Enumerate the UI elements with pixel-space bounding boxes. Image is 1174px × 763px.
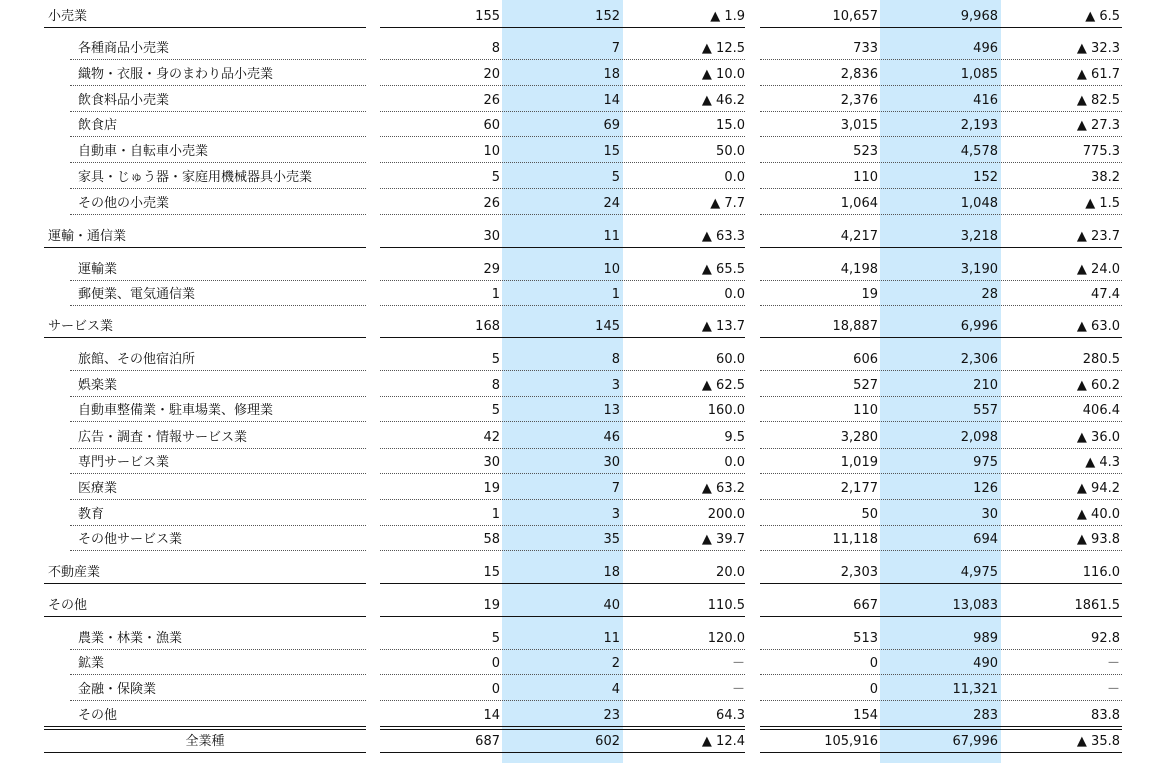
amount-curr-cell: 6,996 xyxy=(960,319,998,334)
row-label: 郵便業、電気通信業 xyxy=(78,287,196,302)
count-change-cell: 0.0 xyxy=(724,170,745,185)
amount-curr-cell: 11,321 xyxy=(952,682,998,697)
amount-change-cell: ▲ 82.5 xyxy=(1076,93,1120,108)
row-divider xyxy=(70,499,366,500)
row-label: その他 xyxy=(78,708,118,723)
row-divider xyxy=(70,674,366,675)
count-prev-cell: 5 xyxy=(491,170,500,185)
count-change-cell: ▲ 65.5 xyxy=(701,262,745,277)
row-label: 運輸・通信業 xyxy=(48,229,127,244)
count-change-cell: 15.0 xyxy=(716,118,745,133)
row-divider xyxy=(380,214,745,215)
row-divider xyxy=(380,396,745,397)
amount-curr-cell: 4,578 xyxy=(960,144,998,159)
row-divider xyxy=(760,499,1122,500)
count-prev-cell: 30 xyxy=(483,455,500,470)
amount-curr-cell: 9,968 xyxy=(960,9,998,24)
count-curr-cell: 18 xyxy=(603,67,620,82)
row-divider xyxy=(380,111,745,112)
row-divider xyxy=(380,370,745,371)
row-divider xyxy=(70,59,366,60)
amount-curr-cell: 694 xyxy=(973,532,998,547)
count-change-cell: ▲ 46.2 xyxy=(701,93,745,108)
count-prev-cell: 155 xyxy=(475,9,500,24)
count-curr-cell: 11 xyxy=(603,631,620,646)
count-prev-cell: 26 xyxy=(483,93,500,108)
count-curr-cell: 10 xyxy=(603,262,620,277)
row-divider xyxy=(760,111,1122,112)
count-curr-cell: 35 xyxy=(603,532,620,547)
row-divider xyxy=(380,337,745,338)
count-change-cell: ▲ 12.4 xyxy=(701,734,745,749)
count-curr-cell: 18 xyxy=(603,565,620,580)
row-divider xyxy=(760,674,1122,675)
row-divider xyxy=(380,247,745,248)
row-label: 各種商品小売業 xyxy=(78,41,170,56)
row-divider xyxy=(760,214,1122,215)
row-label: 医療業 xyxy=(78,481,118,496)
row-divider xyxy=(760,616,1122,617)
amount-curr-cell: 152 xyxy=(973,170,998,185)
amount-curr-cell: 490 xyxy=(973,656,998,671)
amount-curr-cell: 3,218 xyxy=(960,229,998,244)
row-label: 鉱業 xyxy=(78,656,105,671)
row-divider xyxy=(760,27,1122,28)
row-divider xyxy=(760,583,1122,584)
row-divider xyxy=(70,473,366,474)
amount-prev-cell: 606 xyxy=(853,352,878,367)
row-divider xyxy=(70,649,366,650)
row-label: 飲食店 xyxy=(78,118,118,133)
row-divider xyxy=(760,700,1122,701)
amount-change-cell: ▲ 40.0 xyxy=(1076,507,1120,522)
row-divider xyxy=(380,674,745,675)
amount-change-cell: ▲ 23.7 xyxy=(1076,229,1120,244)
amount-curr-cell: 13,083 xyxy=(952,598,998,613)
count-change-cell: 110.5 xyxy=(707,598,745,613)
amount-change-cell: － xyxy=(1106,682,1120,697)
count-curr-cell: 2 xyxy=(611,656,620,671)
row-divider xyxy=(44,247,366,248)
count-change-cell: 60.0 xyxy=(716,352,745,367)
amount-curr-cell: 1,048 xyxy=(960,196,998,211)
row-divider xyxy=(380,305,745,306)
count-change-cell: 64.3 xyxy=(716,708,745,723)
row-divider xyxy=(44,752,366,753)
amount-prev-cell: 4,198 xyxy=(840,262,878,277)
row-label: 不動産業 xyxy=(48,565,101,580)
count-curr-cell: 4 xyxy=(611,682,620,697)
amount-change-cell: ▲ 61.7 xyxy=(1076,67,1120,82)
amount-change-cell: ▲ 6.5 xyxy=(1085,9,1120,24)
row-divider xyxy=(380,27,745,28)
count-curr-cell: 23 xyxy=(603,708,620,723)
amount-curr-cell: 416 xyxy=(973,93,998,108)
count-change-cell: ▲ 1.9 xyxy=(710,9,745,24)
count-prev-cell: 14 xyxy=(483,708,500,723)
amount-prev-cell: 1,019 xyxy=(840,455,878,470)
count-curr-cell: 7 xyxy=(611,41,620,56)
row-divider xyxy=(380,162,745,163)
double-rule xyxy=(380,729,745,730)
amount-change-cell: 406.4 xyxy=(1082,403,1120,418)
row-divider xyxy=(70,550,366,551)
amount-prev-cell: 513 xyxy=(853,631,878,646)
amount-prev-cell: 1,064 xyxy=(840,196,878,211)
count-prev-cell: 8 xyxy=(491,378,500,393)
count-change-cell: ▲ 13.7 xyxy=(701,319,745,334)
amount-curr-cell: 496 xyxy=(973,41,998,56)
count-change-cell: ▲ 39.7 xyxy=(701,532,745,547)
row-divider xyxy=(44,27,366,28)
count-prev-cell: 0 xyxy=(491,656,500,671)
count-change-cell: ▲ 12.5 xyxy=(701,41,745,56)
amount-prev-cell: 3,280 xyxy=(840,430,878,445)
amount-change-cell: ▲ 35.8 xyxy=(1076,734,1120,749)
count-prev-cell: 20 xyxy=(483,67,500,82)
amount-change-cell: 92.8 xyxy=(1091,631,1120,646)
amount-prev-cell: 154 xyxy=(853,708,878,723)
row-label: 自動車・自転車小売業 xyxy=(78,144,209,159)
count-prev-cell: 10 xyxy=(483,144,500,159)
double-rule xyxy=(380,726,745,727)
amount-change-cell: ▲ 27.3 xyxy=(1076,118,1120,133)
double-rule xyxy=(44,729,366,730)
row-divider xyxy=(44,337,366,338)
amount-change-cell: ▲ 4.3 xyxy=(1085,455,1120,470)
row-divider xyxy=(380,188,745,189)
amount-curr-cell: 1,085 xyxy=(960,67,998,82)
amount-curr-cell: 28 xyxy=(981,287,998,302)
count-prev-cell: 19 xyxy=(483,598,500,613)
amount-prev-cell: 0 xyxy=(869,682,878,697)
amount-curr-cell: 557 xyxy=(973,403,998,418)
count-curr-cell: 602 xyxy=(595,734,620,749)
row-divider xyxy=(70,136,366,137)
amount-prev-cell: 2,177 xyxy=(840,481,878,496)
count-change-cell: 0.0 xyxy=(724,287,745,302)
row-label: 旅館、その他宿泊所 xyxy=(78,352,196,367)
row-label: サービス業 xyxy=(48,319,114,334)
row-label: 専門サービス業 xyxy=(78,455,170,470)
amount-prev-cell: 110 xyxy=(853,403,878,418)
row-divider xyxy=(380,649,745,650)
row-divider xyxy=(380,85,745,86)
count-curr-cell: 8 xyxy=(611,352,620,367)
amount-curr-cell: 210 xyxy=(973,378,998,393)
row-label: 飲食料品小売業 xyxy=(78,93,170,108)
row-divider xyxy=(760,162,1122,163)
row-divider xyxy=(380,616,745,617)
amount-curr-cell: 3,190 xyxy=(960,262,998,277)
row-divider xyxy=(760,550,1122,551)
row-divider xyxy=(380,499,745,500)
count-change-cell: － xyxy=(731,656,745,671)
double-rule xyxy=(44,726,366,727)
count-curr-cell: 15 xyxy=(603,144,620,159)
row-divider xyxy=(44,616,366,617)
amount-change-cell: ▲ 93.8 xyxy=(1076,532,1120,547)
count-prev-cell: 5 xyxy=(491,352,500,367)
count-change-cell: ▲ 10.0 xyxy=(701,67,745,82)
amount-prev-cell: 50 xyxy=(861,507,878,522)
row-divider xyxy=(760,59,1122,60)
amount-prev-cell: 2,836 xyxy=(840,67,878,82)
amount-prev-cell: 2,303 xyxy=(840,565,878,580)
row-divider xyxy=(380,583,745,584)
amount-prev-cell: 105,916 xyxy=(824,734,878,749)
count-prev-cell: 29 xyxy=(483,262,500,277)
count-curr-cell: 152 xyxy=(595,9,620,24)
row-divider xyxy=(380,421,745,422)
amount-prev-cell: 527 xyxy=(853,378,878,393)
row-divider xyxy=(70,305,366,306)
row-label: 織物・衣服・身のまわり品小売業 xyxy=(78,67,274,82)
row-divider xyxy=(70,85,366,86)
amount-change-cell: ▲ 60.2 xyxy=(1076,378,1120,393)
amount-prev-cell: 11,118 xyxy=(832,532,878,547)
row-divider xyxy=(70,214,366,215)
count-change-cell: ▲ 63.3 xyxy=(701,229,745,244)
row-label: 広告・調査・情報サービス業 xyxy=(78,430,248,445)
amount-change-cell: ▲ 32.3 xyxy=(1076,41,1120,56)
row-divider xyxy=(44,583,366,584)
row-divider xyxy=(760,396,1122,397)
count-change-cell: ▲ 62.5 xyxy=(701,378,745,393)
row-divider xyxy=(70,396,366,397)
count-curr-cell: 7 xyxy=(611,481,620,496)
row-divider xyxy=(760,305,1122,306)
count-curr-cell: 13 xyxy=(603,403,620,418)
row-divider xyxy=(380,59,745,60)
amount-change-cell: 83.8 xyxy=(1091,708,1120,723)
amount-prev-cell: 19 xyxy=(861,287,878,302)
count-prev-cell: 687 xyxy=(475,734,500,749)
row-divider xyxy=(760,85,1122,86)
amount-curr-cell: 975 xyxy=(973,455,998,470)
count-prev-cell: 0 xyxy=(491,682,500,697)
count-prev-cell: 58 xyxy=(483,532,500,547)
row-divider xyxy=(760,649,1122,650)
count-curr-cell: 40 xyxy=(603,598,620,613)
row-divider xyxy=(760,136,1122,137)
count-curr-cell: 14 xyxy=(603,93,620,108)
row-divider xyxy=(380,448,745,449)
count-prev-cell: 30 xyxy=(483,229,500,244)
count-change-cell: ▲ 63.2 xyxy=(701,481,745,496)
row-divider xyxy=(760,188,1122,189)
row-divider xyxy=(70,448,366,449)
amount-prev-cell: 4,217 xyxy=(840,229,878,244)
count-curr-cell: 3 xyxy=(611,378,620,393)
amount-prev-cell: 733 xyxy=(853,41,878,56)
count-change-cell: ▲ 7.7 xyxy=(710,196,745,211)
amount-prev-cell: 110 xyxy=(853,170,878,185)
row-divider xyxy=(70,525,366,526)
amount-change-cell: 775.3 xyxy=(1082,144,1120,159)
amount-prev-cell: 18,887 xyxy=(832,319,878,334)
row-label: 教育 xyxy=(78,507,105,522)
amount-prev-cell: 2,376 xyxy=(840,93,878,108)
count-curr-cell: 1 xyxy=(611,287,620,302)
amount-prev-cell: 667 xyxy=(853,598,878,613)
row-divider xyxy=(760,473,1122,474)
amount-change-cell: 280.5 xyxy=(1082,352,1120,367)
count-change-cell: 20.0 xyxy=(716,565,745,580)
row-label: 自動車整備業・駐車場業、修理業 xyxy=(78,403,274,418)
amount-prev-cell: 3,015 xyxy=(840,118,878,133)
amount-change-cell: ▲ 1.5 xyxy=(1085,196,1120,211)
row-divider xyxy=(380,525,745,526)
count-prev-cell: 5 xyxy=(491,403,500,418)
row-divider xyxy=(760,337,1122,338)
row-divider xyxy=(380,752,745,753)
row-divider xyxy=(380,136,745,137)
row-label: 全業種 xyxy=(185,734,225,749)
row-label: その他 xyxy=(48,598,88,613)
amount-curr-cell: 2,306 xyxy=(960,352,998,367)
row-divider xyxy=(760,525,1122,526)
count-curr-cell: 30 xyxy=(603,455,620,470)
row-label: 農業・林業・漁業 xyxy=(78,631,183,646)
row-divider xyxy=(760,448,1122,449)
row-divider xyxy=(70,370,366,371)
row-divider xyxy=(380,473,745,474)
count-change-cell: 160.0 xyxy=(707,403,745,418)
count-prev-cell: 60 xyxy=(483,118,500,133)
count-curr-cell: 5 xyxy=(611,170,620,185)
amount-curr-cell: 67,996 xyxy=(952,734,998,749)
row-divider xyxy=(760,370,1122,371)
row-divider xyxy=(70,280,366,281)
amount-curr-cell: 126 xyxy=(973,481,998,496)
count-prev-cell: 42 xyxy=(483,430,500,445)
count-change-cell: 200.0 xyxy=(707,507,745,522)
row-divider xyxy=(380,280,745,281)
count-prev-cell: 1 xyxy=(491,287,500,302)
count-prev-cell: 26 xyxy=(483,196,500,211)
row-label: その他の小売業 xyxy=(78,196,170,211)
amount-change-cell: 47.4 xyxy=(1091,287,1120,302)
row-divider xyxy=(760,752,1122,753)
amount-curr-cell: 989 xyxy=(973,631,998,646)
row-divider xyxy=(380,550,745,551)
amount-change-cell: 116.0 xyxy=(1082,565,1120,580)
row-label: 小売業 xyxy=(48,9,88,24)
double-rule xyxy=(760,726,1122,727)
amount-change-cell: 38.2 xyxy=(1091,170,1120,185)
count-change-cell: 0.0 xyxy=(724,455,745,470)
amount-change-cell: － xyxy=(1106,656,1120,671)
count-curr-cell: 24 xyxy=(603,196,620,211)
count-prev-cell: 8 xyxy=(491,41,500,56)
amount-change-cell: ▲ 94.2 xyxy=(1076,481,1120,496)
row-divider xyxy=(70,700,366,701)
count-curr-cell: 46 xyxy=(603,430,620,445)
row-label: 家具・じゅう器・家庭用機械器具小売業 xyxy=(78,170,313,185)
amount-change-cell: ▲ 63.0 xyxy=(1076,319,1120,334)
double-rule xyxy=(760,729,1122,730)
row-divider xyxy=(70,188,366,189)
row-label: 運輸業 xyxy=(78,262,118,277)
amount-prev-cell: 10,657 xyxy=(832,9,878,24)
amount-curr-cell: 2,098 xyxy=(960,430,998,445)
count-prev-cell: 1 xyxy=(491,507,500,522)
count-change-cell: 120.0 xyxy=(707,631,745,646)
row-divider xyxy=(70,111,366,112)
row-label: 金融・保険業 xyxy=(78,682,157,697)
amount-change-cell: ▲ 36.0 xyxy=(1076,430,1120,445)
count-prev-cell: 168 xyxy=(475,319,500,334)
amount-change-cell: 1861.5 xyxy=(1074,598,1120,613)
row-divider xyxy=(380,700,745,701)
row-label: その他サービス業 xyxy=(78,532,183,547)
count-curr-cell: 145 xyxy=(595,319,620,334)
amount-curr-cell: 2,193 xyxy=(960,118,998,133)
amount-change-cell: ▲ 24.0 xyxy=(1076,262,1120,277)
amount-prev-cell: 0 xyxy=(869,656,878,671)
amount-curr-cell: 30 xyxy=(981,507,998,522)
amount-curr-cell: 4,975 xyxy=(960,565,998,580)
row-divider xyxy=(70,421,366,422)
row-divider xyxy=(760,247,1122,248)
row-divider xyxy=(760,280,1122,281)
count-change-cell: 9.5 xyxy=(724,430,745,445)
row-divider xyxy=(70,162,366,163)
row-divider xyxy=(760,421,1122,422)
count-change-cell: － xyxy=(731,682,745,697)
count-prev-cell: 19 xyxy=(483,481,500,496)
row-label: 娯楽業 xyxy=(78,378,118,393)
count-curr-cell: 69 xyxy=(603,118,620,133)
amount-prev-cell: 523 xyxy=(853,144,878,159)
count-curr-cell: 3 xyxy=(611,507,620,522)
count-prev-cell: 15 xyxy=(483,565,500,580)
count-curr-cell: 11 xyxy=(603,229,620,244)
count-change-cell: 50.0 xyxy=(716,144,745,159)
amount-curr-cell: 283 xyxy=(973,708,998,723)
count-prev-cell: 5 xyxy=(491,631,500,646)
